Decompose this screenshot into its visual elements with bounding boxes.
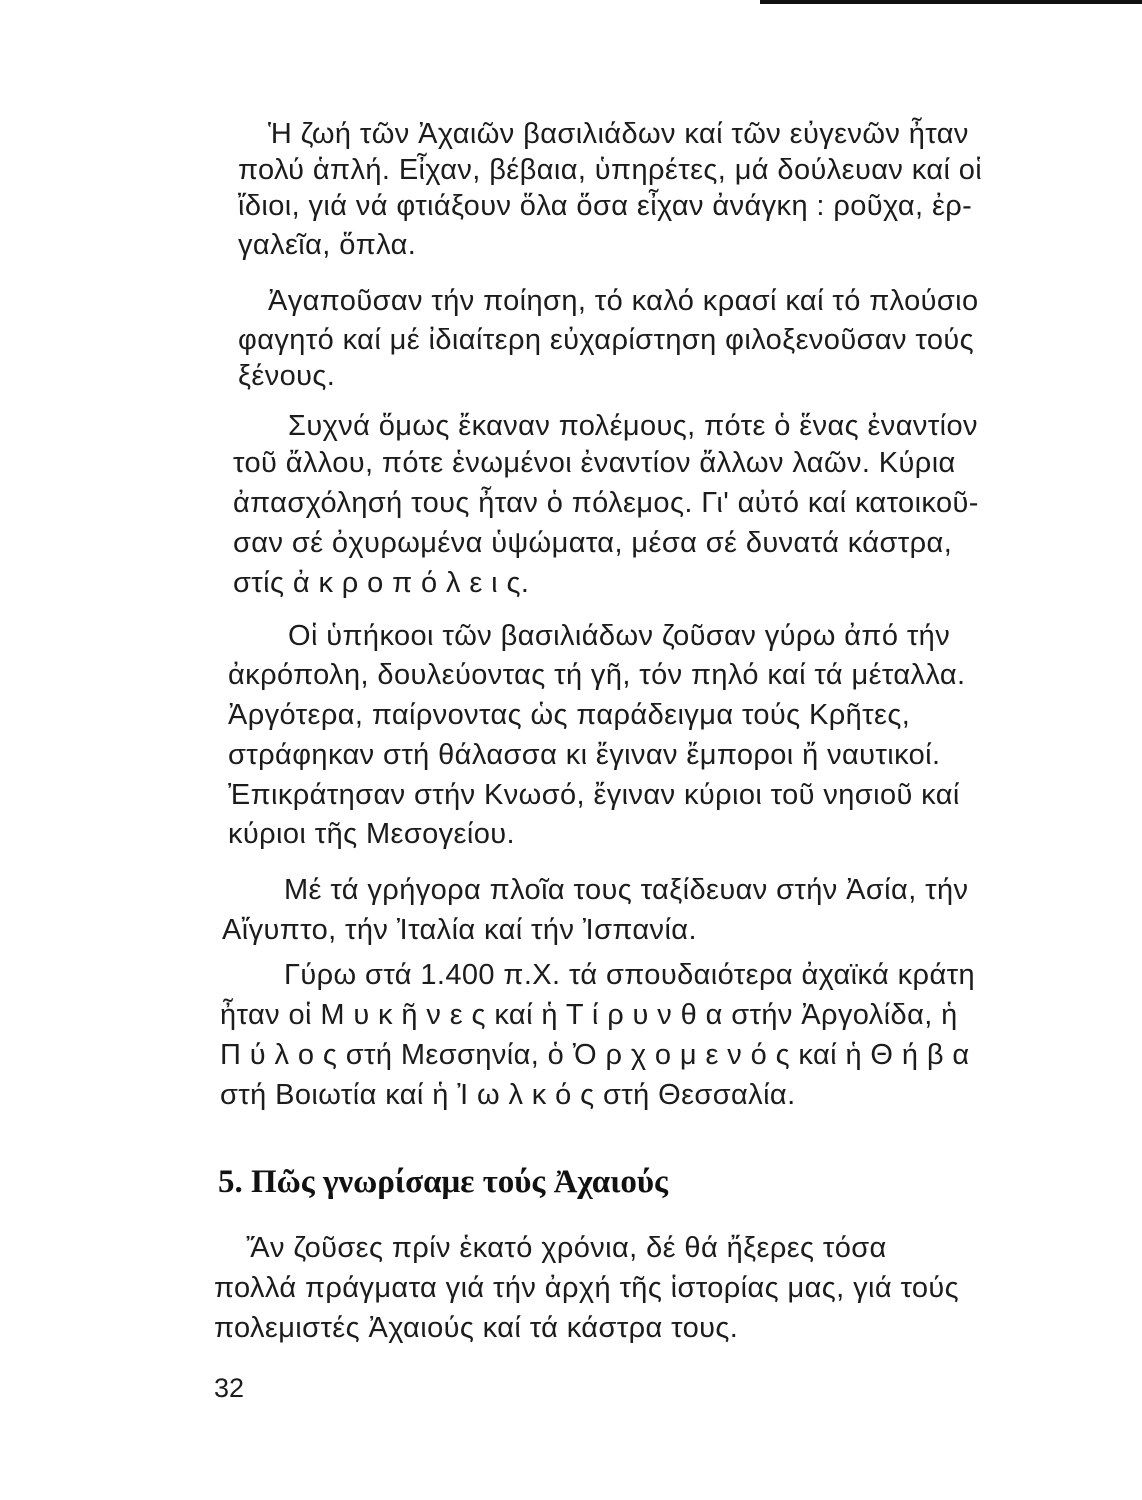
text-line: πολλά πράγματα γιά τήν ἀρχή τῆς ἱστορίας μας, γιά τούς [214, 1272, 960, 1304]
text-line: κύριοι τῆς Μεσογείου. [228, 818, 515, 850]
text-line: ἦταν οἱ Μ υ κ ῆ ν ε ς καί ἡ Τ ί ρ υ ν θ α στήν Ἀργολίδα, ἡ [220, 999, 958, 1031]
text-line: ἀπασχόλησή τους ἦταν ὁ πόλεμος. Γι' αὐτό καί κατοικοῦ- [233, 487, 979, 519]
text-line: στράφηκαν στή θάλασσα κι ἔγιναν ἔμποροι ἤ ναυτικοί. [228, 739, 941, 771]
text-line: Ἀργότερα, παίρνοντας ὡς παράδειγμα τούς Κρῆτες, [228, 699, 911, 731]
text-line: ἴδιοι, γιά νά φτιάξουν ὅλα ὅσα εἶχαν ἀνάγκη : ροῦχα, ἐρ- [238, 190, 973, 222]
text-line: ἀκρόπολη, δουλεύοντας τή γῆ, τόν πηλό καί τά μέταλλα. [228, 659, 966, 691]
text-line: Μέ τά γρήγορα πλοῖα τους ταξίδευαν στήν Ἀσία, τήν [284, 874, 969, 906]
text-line: Αἴγυπτο, τήν Ἰταλία καί τήν Ἰσπανία. [222, 914, 697, 946]
text-line: στίς ἀ κ ρ ο π ό λ ε ι ς. [233, 567, 530, 599]
text-line: ξένους. [238, 360, 336, 392]
text-line: Συχνά ὅμως ἔκαναν πολέμους, πότε ὁ ἕνας ἐναντίον [288, 410, 978, 442]
text-line: φαγητό καί μέ ἰδιαίτερη εὐχαρίστηση φιλοξενοῦσαν τούς [238, 324, 975, 356]
text-line: Οἱ ὑπήκοοι τῶν βασιλιάδων ζοῦσαν γύρω ἀπό τήν [288, 620, 951, 652]
text-line: Ἐπικράτησαν στήν Κνωσό, ἔγιναν κύριοι τοῦ νησιοῦ καί [228, 779, 960, 811]
text-line: Ἀγαποῦσαν τήν ποίηση, τό καλό κρασί καί τό πλούσιο [268, 285, 979, 317]
text-line: στή Βοιωτία καί ἡ Ἰ ω λ κ ό ς στή Θεσσαλία. [220, 1079, 796, 1111]
text-line: Ἄν ζοῦσες πρίν ἑκατό χρόνια, δέ θά ἤξερες τόσα [246, 1232, 887, 1264]
text-line: Γύρω στά 1.400 π.Χ. τά σπουδαιότερα ἀχαϊκά κράτη [284, 959, 975, 991]
text-line: τοῦ ἄλλου, πότε ἑνωμένοι ἐναντίον ἄλλων λαῶν. Κύρια [233, 447, 956, 479]
text-line: γαλεῖα, ὅπλα. [238, 229, 417, 261]
page-number: 32 [214, 1373, 245, 1403]
text-line: πολύ ἁπλή. Εἶχαν, βέβαια, ὑπηρέτες, μά δούλευαν καί οἱ [238, 154, 983, 186]
text-line: Ἡ ζωή τῶν Ἀχαιῶν βασιλιάδων καί τῶν εὐγενῶν ἦταν [268, 118, 969, 150]
text-line: σαν σέ ὀχυρωμένα ὑψώματα, μέσα σέ δυνατά κάστρα, [233, 527, 953, 559]
section-heading: 5. Πῶς γνωρίσαμε τούς Ἀχαιούς [218, 1164, 668, 1200]
text-line: Π ύ λ ο ς στή Μεσσηνία, ὁ Ὀ ρ χ ο μ ε ν ό ς καί ἡ Θ ή β α [220, 1039, 970, 1071]
text-line: πολεμιστές Ἀχαιούς καί τά κάστρα τους. [214, 1312, 739, 1344]
